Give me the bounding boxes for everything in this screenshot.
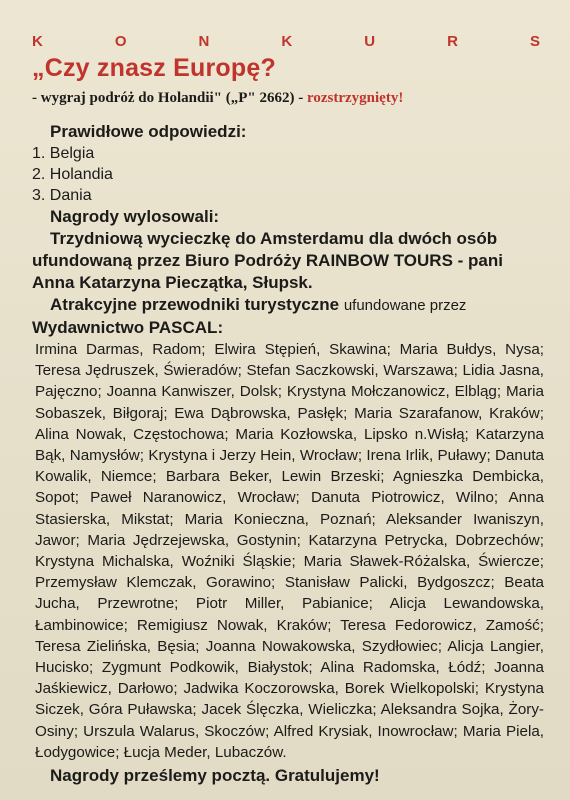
section-label-konkurs <box>32 33 544 50</box>
contest-subtitle <box>32 89 544 107</box>
section-letter: N <box>198 33 210 50</box>
guides-prize-text <box>32 294 544 339</box>
subtitle-status: rozstrzygnięty! <box>306 90 404 106</box>
contest-title: „Czy znasz Europę? <box>32 54 276 82</box>
section-letter: K <box>32 33 43 50</box>
guides-lead: Atrakcyjne przewodniki turystyczne <box>50 295 340 314</box>
section-letter: U <box>364 33 376 50</box>
section-letter: O <box>114 33 127 50</box>
closing-note: Nagrody prześlemy pocztą. Gratulujemy! <box>50 766 380 786</box>
answer-item: 3. Dania <box>32 187 92 204</box>
answers-list <box>32 143 544 206</box>
winners-list: Irmina Darmas, Radom; Elwira Stępień, Skawina; Maria Bułdys, Nysa; Teresa Jędruszek, Świeradów; Stefan Saczkowski, Warszawa; Lidia Jasna, Pajęczno; Joanna Kanwiszer, Dolsk; Krystyna Mołczanowicz, Elbląg; Maria Sobaszek, Biłgoraj; Ewa Dąbrowska, Pasłęk; Maria Szarafanow, Kraków; Alina Nowak, Częstochowa; Maria Kozłowska, Lipsko n.Wisłą; Katarzyna Bąk, Namysłów; Krystyna i Jerzy Hein, Wrocław; Irena Irlik, Puławy; Danuta Kowalik, Niemce; Barbara Beker, Lewin Brzeski; Agnieszka Dembicka, Sopot; Paweł Naranowicz, Wrocław; Danuta Piotrowicz, Wilno; Anna Stasierska, Mikstat; Maria Konieczna, Poznań; Aleksander Iwaniszyn, Jawor; Maria Jędrzejewska, Gostynin; Katarzyna Petrycka, Dobrzechów; Krystyna Michalska, Woźniki Śląskie; Maria Sławek-Różalska, Świercze; Przemysław Klemczak, Gorawino; Stanisław Palicki, Bydgoszcz; Beata Jucha, Przewrotne; Piotr Miller, Pabianice; Alicja Lewandowska, Łambinowice; Remigiusz Nowak, Kraków; Teresa Fedorowicz, Zamość; Teresa Zielińska, Bęsia; Joanna Nowakowska, Szydłowiec; Alicja Langier, Hucisko; Zygmunt Podkowik, Białystok; Alina Radomska, Łódź; Joanna Jaśkiewicz, Darłowo; Jadwika Koczorowska, Borek Wielkopolski; Krystyna Siczek, Góra Puławska; Jacek Ślęczka, Wieliczka; Aleksandra Sojka, Żory-Osiny; Urszula Walarus, Skoczów; Alfred Krysiak, Inowrocław; Maria Piela, Łodygowice; Łucja Meder, Lubaczów. <box>35 341 544 761</box>
section-letter: K <box>281 33 293 50</box>
guides-sponsor: Wydawnictwo PASCAL: <box>32 318 224 337</box>
answer-item: 2. Holandia <box>32 166 113 183</box>
guides-mid: ufundowane przez <box>343 297 467 314</box>
section-letter: S <box>529 33 540 50</box>
main-prize-text: Trzydniową wycieczkę do Amsterdamu dla dwóch osób ufundowaną przez Biuro Podróży RAINBOW TOURS - pani Anna Katarzyna Pieczątka, Słupsk. <box>32 229 503 292</box>
answer-item: 1. Belgia <box>32 145 95 162</box>
subtitle-main: - wygraj podróż do Holandii" („P" 2662) - <box>32 90 304 106</box>
winners-heading: Nagrody wylosowali: <box>50 207 220 226</box>
article-body <box>32 121 544 787</box>
answers-heading: Prawidłowe odpowiedzi: <box>50 122 247 141</box>
section-letter: R <box>447 33 458 50</box>
